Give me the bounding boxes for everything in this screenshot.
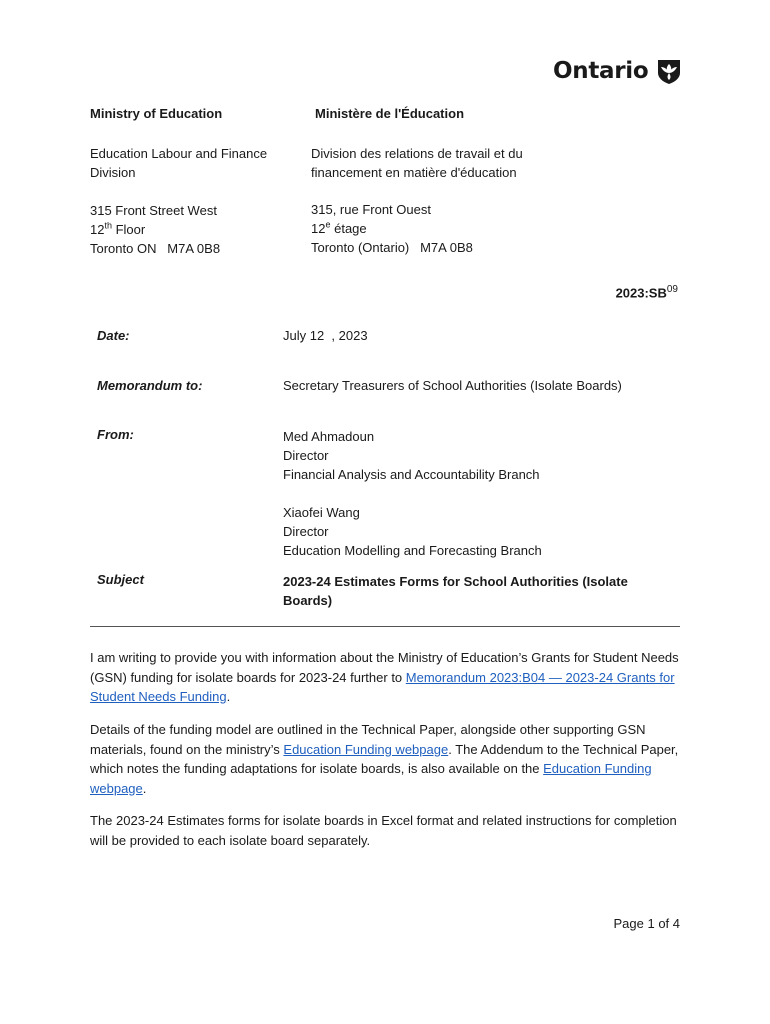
paragraph-2: Details of the funding model are outlined in the Technical Paper, alongside other supporting GSN materials, found on the ministry’s Education Funding webpage. The Addendum to the Technical Paper, which notes the funding adaptations for isolate boards, is also available on the Education Funding webpage.: [90, 722, 679, 796]
memorandum-link[interactable]: Memorandum 2023:B04 — 2023-24 Grants for Student Needs Funding: [90, 669, 675, 704]
education-funding-link-1[interactable]: Education Funding webpage: [283, 741, 449, 757]
paragraph-3: The 2023-24 Estimates forms for isolate boards in Excel format and related instructions for completion will be provided to each isolate board separately.: [90, 813, 677, 848]
date-value: July 12 , 2023: [283, 328, 368, 343]
paragraph-1: I am writing to provide you with information about the Ministry of Education’s Grants for Student Needs (GSN) funding for isolate boards for 2023-24 further to Memorandum 2023:B04 — 2023-24 Grants for Student Needs Funding.: [90, 650, 679, 704]
division-en: Education Labour and Finance Division: [90, 146, 268, 180]
floor-en: 12th Floor: [90, 220, 146, 237]
ontario-logo: [553, 56, 684, 86]
from-sender-1: Med Ahmadoun Director Financial Analysis and Accountability Branch: [283, 429, 540, 482]
from-label: From:: [97, 427, 134, 442]
memorandum-to-value: Secretary Treasurers of School Authorities (Isolate Boards): [283, 378, 622, 393]
from-sender-2: Xiaofei Wang Director Education Modelling and Forecasting Branch: [283, 505, 542, 558]
address-en: 315 Front Street West 12th Floor Toronto ON M7A 0B8: [90, 203, 221, 256]
memorandum-to-label: Memorandum to:: [97, 378, 203, 393]
address-fr: 315, rue Front Ouest 12e étage Toronto (Ontario) M7A 0B8: [311, 202, 473, 255]
ministry-name-en: Ministry of Education: [90, 106, 223, 121]
ontario-wordmark: Ontario: [553, 58, 649, 84]
subject-value: 2023-24 Estimates Forms for School Authorities (Isolate Boards): [283, 574, 628, 608]
education-funding-link-2[interactable]: Education Funding webpage: [90, 761, 652, 796]
ministry-name-fr: Ministère de l'Éducation: [315, 106, 465, 121]
date-label: Date:: [97, 328, 130, 343]
ontario-trillium-icon: [654, 56, 684, 86]
memo-reference: 2023:SB$^{09}$: [615, 284, 678, 301]
subject-label: Subject: [97, 572, 144, 587]
header-divider: [90, 626, 680, 627]
floor-fr: 12e étage: [311, 219, 367, 236]
page-number: Page 1 of 4: [613, 916, 680, 931]
division-fr: Division des relations de travail et du financement en matière d'éducation: [311, 146, 523, 180]
